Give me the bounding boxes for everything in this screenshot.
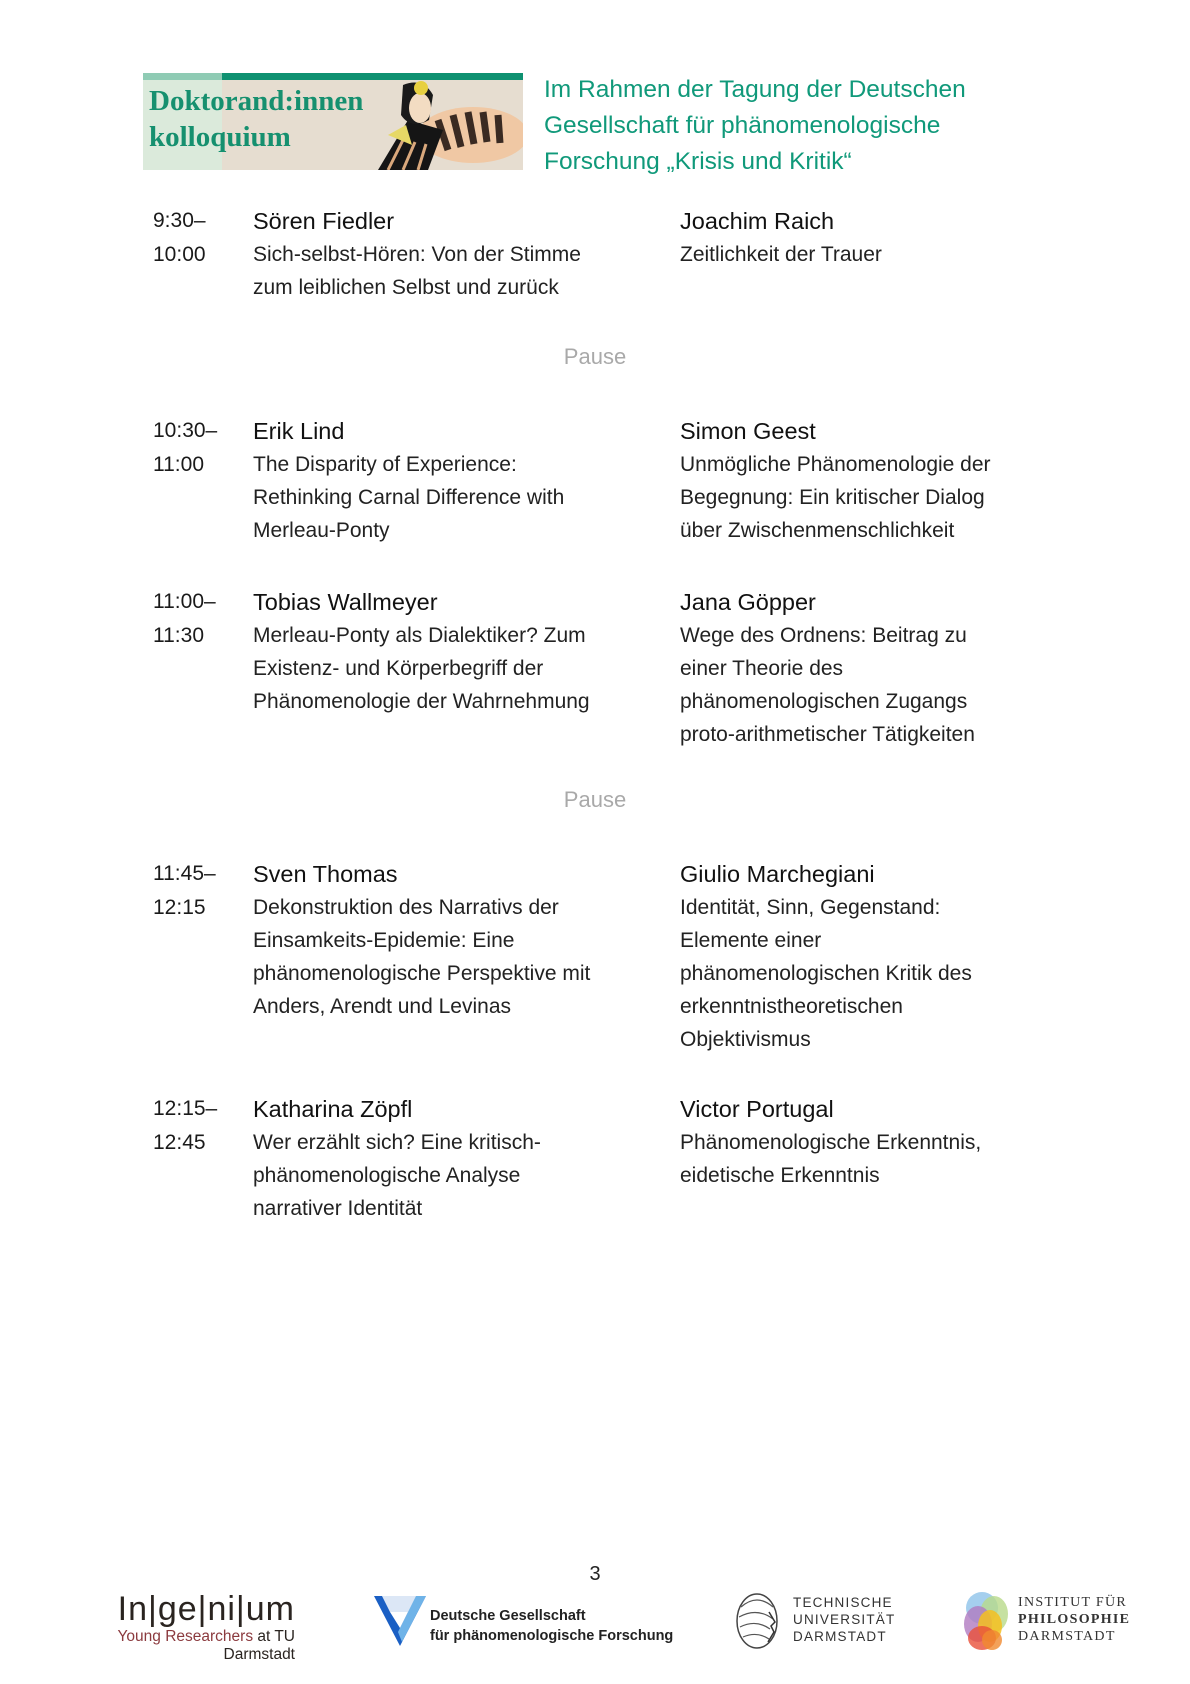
speaker-name: Victor Portugal [680,1096,834,1122]
talk-title: Phänomenologische Erkenntnis, eidetische Erkenntnis [680,1131,982,1187]
speaker-name: Sven Thomas [253,861,398,887]
tu-darmstadt-logo [735,1592,896,1655]
session-time: 9:30– 10:00 [153,209,206,266]
banner-title: Doktorand:innen kolloquium [149,85,364,153]
dgpf-logo [372,1592,674,1653]
institut-philosophie-logo [958,1588,1131,1659]
talk-right [680,857,1070,1056]
talk-left [253,857,643,1023]
dgpf-triangle-icon [372,1592,428,1648]
colorful-profile-icon [958,1588,1012,1654]
talk-title: Sich-selbst-Hören: Von der Stimme zum leiblichen Selbst und zurück [253,243,581,299]
institut-philosophie-text: INSTITUT FÜR PHILOSOPHIE DARMSTADT [1018,1595,1131,1644]
talk-title: The Disparity of Experience: Rethinking Carnal Difference with Merleau-Ponty [253,453,565,542]
talk-right [680,585,1070,751]
talk-left [253,414,643,547]
break-label: Pause [563,787,627,812]
ingenium-wordmark: In|ge|ni|um [117,1590,295,1628]
banner-top-bar [143,73,523,80]
ingenium-logo [50,1590,295,1664]
talk-right [680,204,1070,271]
session-time: 11:00– 11:30 [153,590,216,647]
talk-left [253,204,643,304]
speaker-name: Erik Lind [253,418,345,444]
talk-title: Identität, Sinn, Gegenstand: Elemente einer phänomenologischen Kritik des erkenntnistheoretischen Objektivismus [680,896,972,1051]
break-label: Pause [563,344,627,369]
art-deco-illustration-icon [348,80,523,170]
tu-darmstadt-text: TECHNISCHE UNIVERSITÄT DARMSTADT [793,1595,896,1644]
talk-left [253,585,643,718]
talk-title: Merleau-Ponty als Dialektiker? Zum Existenz- und Körperbegriff der Phänomenologie der Wahrnehmung [253,624,590,713]
athena-head-icon [735,1592,781,1650]
talk-title: Dekonstruktion des Narrativs der Einsamkeits-Epidemie: Eine phänomenologische Perspektive mit Anders, Arendt und Levinas [253,896,591,1018]
session-time: 12:15– 12:45 [153,1097,218,1154]
talk-right [680,1092,1070,1192]
page-number: 3 [589,1563,601,1585]
talk-title: Unmögliche Phänomenologie der Begegnung: Ein kritischer Dialog über Zwischenmenschlichkeit [680,453,991,542]
dgpf-text: Deutsche Gesellschaft für phänomenologische Forschung [430,1608,674,1644]
talk-title: Zeitlichkeit der Trauer [680,243,882,266]
ingenium-tagline: Young Researchers at TU Darmstadt [117,1628,295,1663]
speaker-name: Simon Geest [680,418,816,444]
talk-left [253,1092,643,1225]
speaker-name: Joachim Raich [680,208,835,234]
conference-heading: Im Rahmen der Tagung der Deutschen Gesellschaft für phänomenologische Forschung „Krisis und Kritik“ [544,76,966,175]
speaker-name: Jana Göpper [680,589,816,615]
talk-title: Wege des Ordnens: Beitrag zu einer Theorie des phänomenologischen Zugangs proto-arithmetischer Tätigkeiten [680,624,975,746]
talk-title: Wer erzählt sich? Eine kritisch- phänomenologische Analyse narrativer Identität [253,1131,541,1220]
colloquium-banner [143,73,523,170]
speaker-name: Katharina Zöpfl [253,1096,413,1122]
speaker-name: Giulio Marchegiani [680,861,875,887]
speaker-name: Sören Fiedler [253,208,395,234]
session-time: 10:30– 11:00 [153,419,218,476]
speaker-name: Tobias Wallmeyer [253,589,438,615]
talk-right [680,414,1070,547]
session-time: 11:45– 12:15 [153,862,216,919]
